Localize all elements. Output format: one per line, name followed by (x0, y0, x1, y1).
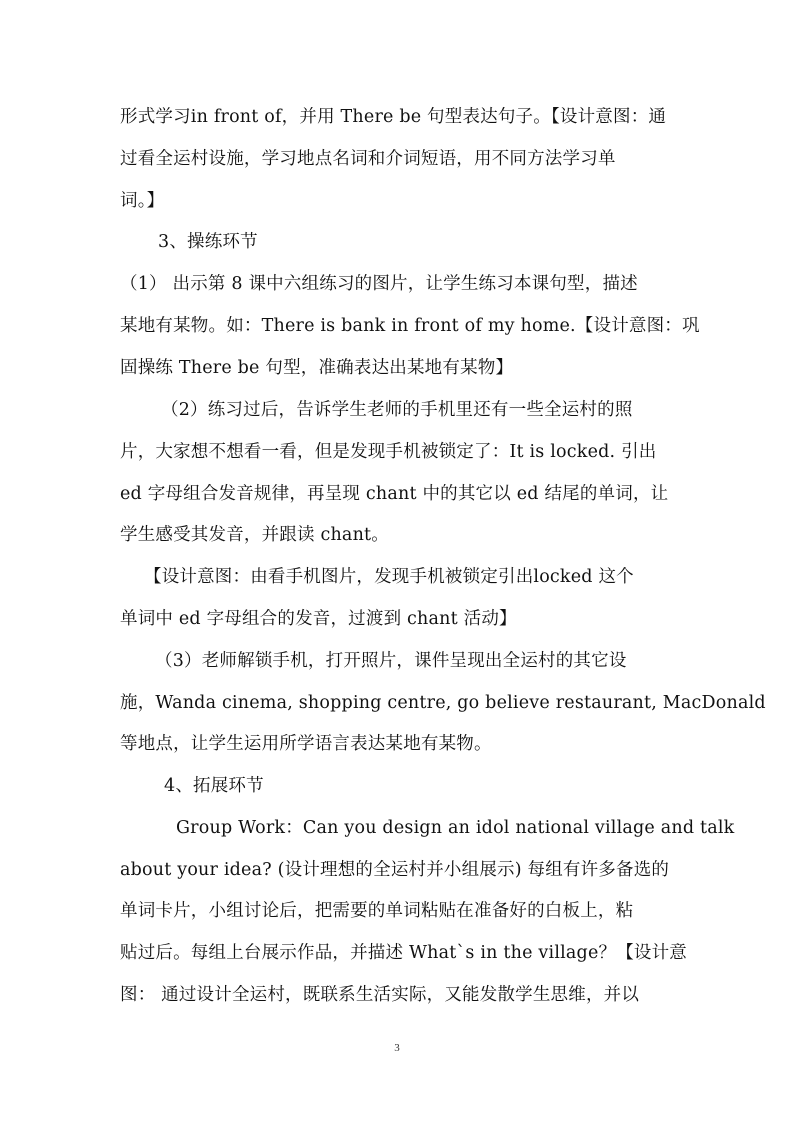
text-line-1: 形式学习in front of，并用 There be 句型表达句子。【设计意图：通 (120, 107, 667, 127)
text-line-9: 片，大家想不想看一看，但是发现手机被锁定了：It is locked. 引出 (120, 442, 657, 462)
page-number: 3 (394, 1042, 400, 1054)
section-heading-extension: 4、拓展环节 (164, 776, 264, 796)
text-line-12: 【设计意图：由看手机图片，发现手机被锁定引出locked 这个 (144, 567, 634, 587)
text-line-3: 词。】 (120, 191, 165, 211)
section-heading-practice: 3、操练环节 (158, 232, 258, 252)
text-line-18: Group Work：Can you design an idol national village and talk (176, 818, 735, 838)
text-line-8: （2）练习过后，告诉学生老师的手机里还有一些全运村的照 (161, 400, 633, 420)
text-line-6: 某地有某物。如：There is bank in front of my home.【设计意图：巩 (120, 316, 700, 336)
text-line-11: 学生感受其发音，并跟读 chant。 (120, 525, 389, 545)
text-line-20: 单词卡片，小组讨论后，把需要的单词粘贴在准备好的白板上，粘 (120, 901, 634, 921)
text-line-14: （3）老师解锁手机，打开照片，课件呈现出全运村的其它设 (155, 651, 627, 671)
text-line-22: 图： 通过设计全运村，既联系生活实际，又能发散学生思维，并以 (120, 985, 640, 1005)
text-line-7: 固操练 There be 句型，准确表达出某地有某物】 (120, 358, 514, 378)
text-line-10: ed 字母组合发音规律，再呈现 chant 中的其它以 ed 结尾的单词，让 (120, 484, 669, 504)
text-line-16: 等地点，让学生运用所学语言表达某地有某物。 (120, 734, 492, 754)
text-line-21: 贴过后。每组上台展示作品，并描述 What`s in the village？【设计意 (120, 943, 688, 963)
text-line-13: 单词中 ed 字母组合的发音，过渡到 chant 活动】 (120, 609, 517, 629)
text-line-19: about your idea? (设计理想的全运村并小组展示) 每组有许多备选的 (120, 860, 670, 880)
text-line-2: 过看全运村设施，学习地点名词和介词短语，用不同方法学习单 (120, 149, 616, 169)
text-line-5: （1） 出示第 8 课中六组练习的图片，让学生练习本课句型，描述 (120, 274, 638, 294)
text-line-15: 施，Wanda cinema, shopping centre, go believe restaurant, MacDonald (120, 693, 766, 713)
